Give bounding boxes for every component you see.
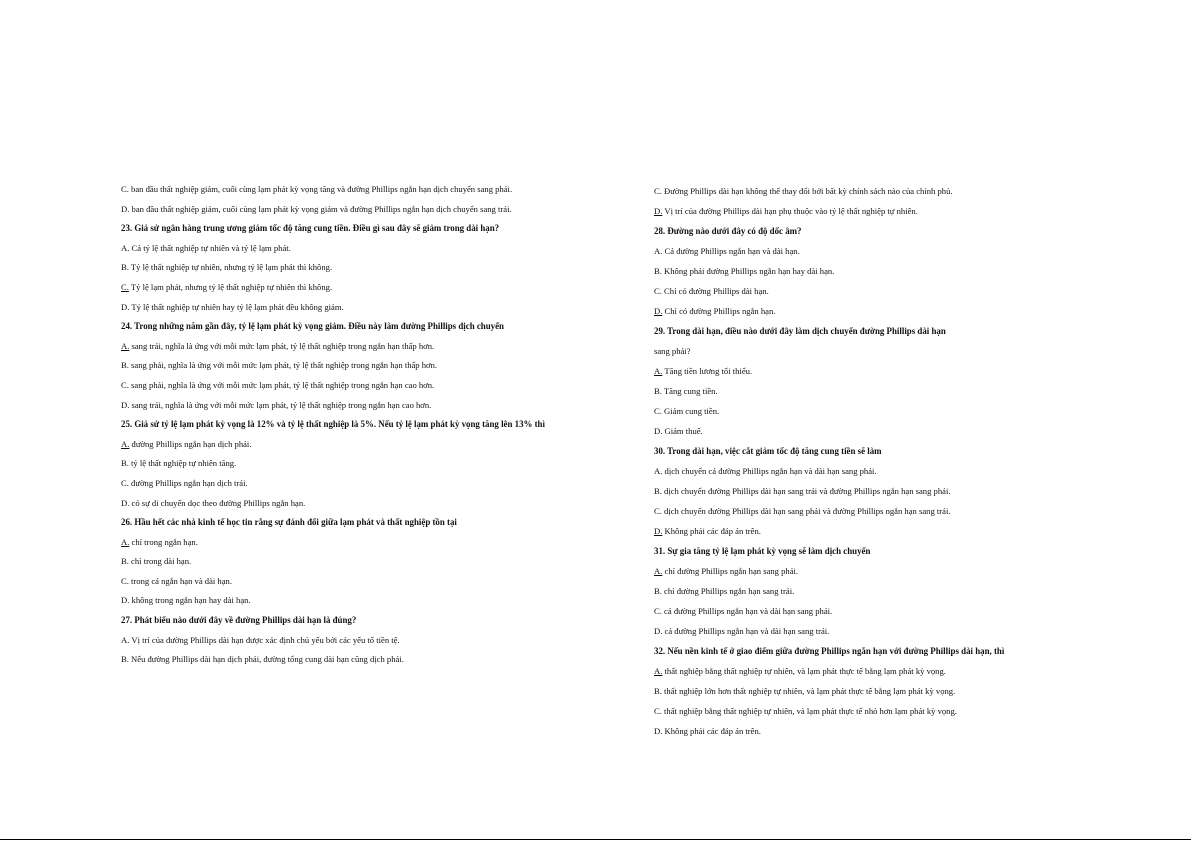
answer-option bbox=[121, 457, 561, 469]
option-text: Tỷ lệ lạm phát, nhưng tỷ lệ thất nghiệp tự nhiên thì không. bbox=[130, 281, 333, 292]
option-letter: C. bbox=[654, 286, 662, 296]
question-text: 29. Trong dài hạn, điều nào dưới đây làm dịch chuyển đường Phillips dài hạn bbox=[654, 326, 946, 336]
option-letter: C. bbox=[654, 606, 662, 616]
question-text: 28. Đường nào dưới đây có độ dốc âm? bbox=[654, 226, 802, 236]
option-text: Giảm cung tiền. bbox=[664, 406, 720, 416]
option-text: không trong ngắn hạn hay dài hạn. bbox=[131, 595, 251, 606]
question-text: 32. Nếu nền kinh tế ở giao điểm giữa đường Phillips ngắn hạn với đường Phillips dài hạn, thì bbox=[654, 646, 1005, 656]
answer-option bbox=[121, 281, 561, 293]
answer-option bbox=[121, 379, 561, 391]
answer-option bbox=[121, 203, 561, 215]
option-text: Không phải các đáp án trên. bbox=[664, 726, 761, 736]
option-text: tỷ lệ thất nghiệp tự nhiên tăng. bbox=[131, 458, 237, 469]
answer-option bbox=[121, 653, 561, 665]
option-text: Tỷ lệ thất nghiệp tự nhiên, nhưng tỷ lệ lạm phát thì không. bbox=[130, 262, 333, 273]
question-text: 24. Trong những năm gần đây, tỷ lệ lạm phát kỳ vọng giảm. Điều này làm đường Phillips dịch chuyển bbox=[121, 321, 504, 332]
option-text: ban đầu thất nghiệp giảm, cuối cùng lạm phát kỳ vọng giảm và đường Phillips ngắn hạn dịch chuyển sang trái. bbox=[131, 203, 512, 214]
option-text: Cả tỷ lệ thất nghiệp tự nhiên và tỷ lệ lạm phát. bbox=[131, 242, 291, 253]
option-text: sang trái, nghĩa là ứng với mỗi mức lạm phát, tỷ lệ thất nghiệp trong ngắn hạn thấp hơn. bbox=[131, 340, 435, 351]
answer-option bbox=[654, 685, 1074, 697]
option-letter: B. bbox=[654, 266, 662, 276]
answer-option bbox=[654, 305, 1074, 317]
option-text: có sự di chuyển dọc theo đường Phillips ngắn hạn. bbox=[131, 497, 306, 508]
answer-option bbox=[121, 477, 561, 489]
answer-option bbox=[121, 497, 561, 509]
option-text: đường Phillips ngắn hạn dịch phải. bbox=[131, 438, 252, 449]
left-column bbox=[121, 183, 561, 673]
option-text: Tăng cung tiền. bbox=[663, 386, 718, 396]
option-text: Đường Phillips dài hạn không thể thay đổi bởi bất kỳ chính sách nào của chính phủ. bbox=[664, 186, 953, 196]
answer-option bbox=[654, 205, 1074, 217]
option-letter: A. bbox=[654, 246, 663, 256]
option-text: dịch chuyển đường Phillips dài hạn sang phải và đường Phillips ngắn hạn sang trái. bbox=[664, 506, 951, 516]
option-text: cả đường Phillips ngắn hạn và dài hạn sang trái. bbox=[664, 626, 830, 636]
answer-option bbox=[654, 605, 1074, 617]
answer-option bbox=[654, 505, 1074, 517]
option-letter: D. bbox=[121, 595, 130, 606]
option-letter: D. bbox=[121, 497, 130, 508]
option-text: sang phải, nghĩa là ứng với mỗi mức lạm phát, tỷ lệ thất nghiệp trong ngắn hạn cao hơn. bbox=[131, 379, 435, 390]
option-letter: A. bbox=[121, 340, 130, 351]
option-letter: D. bbox=[654, 426, 663, 436]
option-letter: B. bbox=[654, 486, 662, 496]
page-bottom-rule bbox=[0, 839, 1191, 840]
option-letter: D. bbox=[654, 726, 663, 736]
option-text: sang phải, nghĩa là ứng với mỗi mức lạm phát, tỷ lệ thất nghiệp trong ngắn hạn thấp hơn. bbox=[131, 360, 438, 371]
answer-option bbox=[654, 485, 1074, 497]
option-text: thất nghiệp lớn hơn thất nghiệp tự nhiên, và lạm phát thực tế bằng lạm phát kỳ vọng. bbox=[664, 686, 956, 696]
answer-option bbox=[654, 725, 1074, 737]
option-text: chỉ đường Phillips ngắn hạn sang phải. bbox=[664, 566, 799, 576]
answer-option bbox=[121, 359, 561, 371]
option-letter: D. bbox=[121, 301, 130, 312]
option-text: trong cả ngắn hạn và dài hạn. bbox=[131, 575, 232, 586]
option-letter: C. bbox=[654, 706, 662, 716]
answer-option bbox=[654, 665, 1074, 677]
option-text: Vị trí của đường Phillips dài hạn được xác định chủ yếu bởi các yếu tố tiền tệ. bbox=[131, 634, 400, 645]
answer-option bbox=[654, 705, 1074, 717]
option-text: sang trái, nghĩa là ứng với mỗi mức lạm phát, tỷ lệ thất nghiệp trong ngắn hạn cao hơn. bbox=[131, 399, 432, 410]
question-text: 26. Hầu hết các nhà kinh tế học tin rằng sự đánh đổi giữa lạm phát và thất nghiệp tồn tại bbox=[121, 517, 457, 528]
option-letter: D. bbox=[654, 526, 663, 536]
answer-option bbox=[654, 425, 1074, 437]
answer-option bbox=[654, 565, 1074, 577]
option-text: cả đường Phillips ngắn hạn và dài hạn sang phải. bbox=[664, 606, 833, 616]
answer-option bbox=[121, 594, 561, 606]
option-text: Giảm thuế. bbox=[664, 426, 703, 436]
option-letter: A. bbox=[121, 438, 130, 449]
option-letter: D. bbox=[121, 399, 130, 410]
option-letter: A. bbox=[654, 466, 663, 476]
option-text: Nếu đường Phillips dài hạn dịch phải, đường tổng cung dài hạn cũng dịch phải. bbox=[131, 654, 404, 665]
option-text: đường Phillips ngắn hạn dịch trái. bbox=[131, 477, 248, 488]
option-letter: B. bbox=[121, 654, 129, 665]
option-letter: C. bbox=[121, 575, 129, 586]
option-text: Không phải đường Phillips ngắn hạn hay dài hạn. bbox=[664, 266, 835, 276]
option-letter: C. bbox=[121, 184, 129, 194]
option-letter: C. bbox=[121, 281, 129, 292]
answer-option bbox=[654, 365, 1074, 377]
answer-option bbox=[121, 575, 561, 587]
option-text: ban đầu thất nghiệp giảm, cuối cùng lạm phát kỳ vọng tăng và đường Phillips ngắn hạn dịch chuyển sang phải. bbox=[131, 184, 513, 194]
option-letter: B. bbox=[121, 360, 129, 371]
option-text: Chỉ có đường Phillips ngắn hạn. bbox=[664, 306, 776, 316]
answer-option bbox=[654, 525, 1074, 537]
right-column bbox=[654, 185, 1074, 745]
answer-option bbox=[654, 625, 1074, 637]
option-letter: D. bbox=[654, 626, 663, 636]
answer-option bbox=[121, 555, 561, 567]
option-text: chỉ trong ngắn hạn. bbox=[131, 536, 198, 547]
answer-option bbox=[654, 245, 1074, 257]
option-letter: B. bbox=[121, 458, 129, 469]
option-letter: C. bbox=[654, 186, 662, 196]
question-text: 31. Sự gia tăng tỷ lệ lạm phát kỳ vọng sẽ làm dịch chuyển bbox=[654, 546, 871, 556]
answer-option bbox=[654, 405, 1074, 417]
option-text: dịch chuyển cả đường Phillips ngắn hạn và dài hạn sang phải. bbox=[664, 466, 877, 476]
option-letter: D. bbox=[654, 306, 663, 316]
option-text: dịch chuyển đường Phillips dài hạn sang trái và đường Phillips ngắn hạn sang phải. bbox=[664, 486, 951, 496]
option-text: Tăng tiền lương tối thiểu. bbox=[664, 366, 753, 376]
option-letter: D. bbox=[654, 206, 663, 216]
answer-option bbox=[121, 261, 561, 273]
option-letter: B. bbox=[121, 556, 129, 567]
option-letter: C. bbox=[654, 506, 662, 516]
option-text: thất nghiệp bằng thất nghiệp tự nhiên, và lạm phát thực tế bằng lạm phát kỳ vọng. bbox=[664, 666, 946, 676]
option-letter: B. bbox=[654, 686, 662, 696]
option-letter: A. bbox=[654, 566, 663, 576]
answer-option bbox=[121, 438, 561, 450]
option-text: chỉ trong dài hạn. bbox=[131, 556, 192, 567]
option-letter: C. bbox=[121, 477, 129, 488]
answer-option bbox=[654, 585, 1074, 597]
answer-option bbox=[654, 185, 1074, 197]
question-text: 25. Giả sử tỷ lệ lạm phát kỳ vọng là 12% và tỷ lệ thất nghiệp là 5%. Nếu tỷ lệ lạm phát kỳ vọng tăng lên 13% thì bbox=[121, 419, 545, 430]
option-letter: B. bbox=[121, 262, 129, 273]
answer-option bbox=[654, 285, 1074, 297]
option-letter: A. bbox=[121, 634, 130, 645]
option-letter: A. bbox=[654, 666, 663, 676]
option-text: Chỉ có đường Phillips dài hạn. bbox=[664, 286, 769, 296]
answer-option bbox=[654, 465, 1074, 477]
answer-option bbox=[121, 242, 561, 254]
question-text-continuation: sang phải? bbox=[654, 346, 691, 356]
question-text: 30. Trong dài hạn, việc cắt giảm tốc độ tăng cung tiền sẽ làm bbox=[654, 446, 882, 456]
option-letter: B. bbox=[654, 386, 662, 396]
option-letter: A. bbox=[121, 536, 130, 547]
option-text: Cả đường Phillips ngắn hạn và dài hạn. bbox=[664, 246, 800, 256]
option-letter: C. bbox=[654, 406, 662, 416]
option-text: Vị trí của đường Phillips dài hạn phụ thuộc vào tỷ lệ thất nghiệp tự nhiên. bbox=[664, 206, 918, 216]
option-text: Không phải các đáp án trên. bbox=[664, 526, 761, 536]
option-letter: D. bbox=[121, 203, 130, 214]
option-text: chỉ đường Phillips ngắn hạn sang trái. bbox=[664, 586, 795, 596]
option-letter: B. bbox=[654, 586, 662, 596]
answer-option bbox=[654, 385, 1074, 397]
answer-option bbox=[121, 536, 561, 548]
option-letter: A. bbox=[654, 366, 663, 376]
option-letter: C. bbox=[121, 379, 129, 390]
option-letter: A. bbox=[121, 242, 130, 253]
answer-option bbox=[121, 340, 561, 352]
answer-option bbox=[121, 634, 561, 646]
answer-option bbox=[654, 265, 1074, 277]
option-text: Tỷ lệ thất nghiệp tự nhiên hay tỷ lệ lạm phát đều không giảm. bbox=[131, 301, 344, 312]
question-text: 27. Phát biểu nào dưới đây về đường Phillips dài hạn là đúng? bbox=[121, 615, 357, 626]
answer-option bbox=[121, 399, 561, 411]
question-text: 23. Giả sử ngân hàng trung ương giảm tốc độ tăng cung tiền. Điều gì sau đây sẽ giảm trong dài hạn? bbox=[121, 223, 500, 234]
answer-option bbox=[121, 183, 561, 195]
option-text: thất nghiệp bằng thất nghiệp tự nhiên, và lạm phát thực tế nhỏ hơn lạm phát kỳ vọng. bbox=[664, 706, 957, 716]
answer-option bbox=[121, 301, 561, 313]
